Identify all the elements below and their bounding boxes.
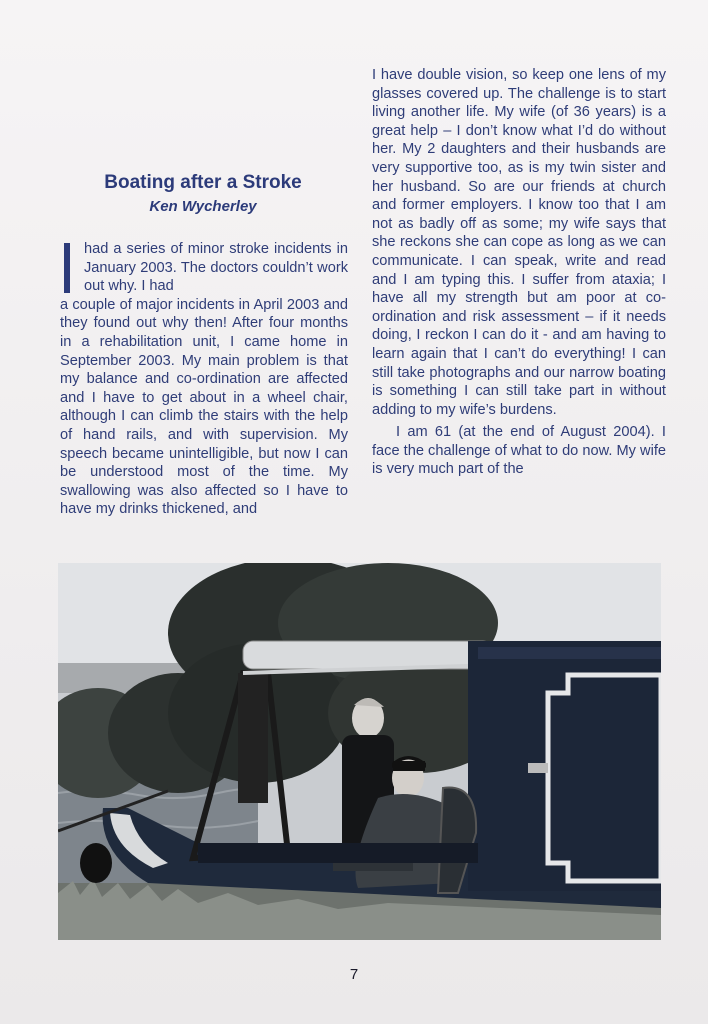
right-column [372,66,666,479]
photo-illustration [58,563,661,940]
left-column [60,240,348,519]
article-author: Ken Wycherley [149,198,257,215]
article-title: Boating after a Stroke [104,172,302,193]
page-number: 7 [349,966,359,983]
narrowboat-photo [58,563,661,940]
left-column-dropcap-text: had a series of minor stroke incidents in January 2003. The doctors couldn’t work out why. I had [84,241,348,295]
right-column-paragraph-1: I have double vision, so keep one lens of my glasses covered up. The challenge is to start living another life. My wife (of 36 years) is a great help – I don’t know what I’d do without her. My 2 daughters and their husbands are very supportive too, as is my twin sister and her husband. So are our friends at church and former employers. I know too that I am not as badly off as some; my wife says that she reckons she can cope as long as we can communicate. I can speak, write and read and I am typing this. I suffer from ataxia; I have all my strength but am poor at co-ordination and risk assessment – if it needs doing, I reckon I can do it - and am having to learn again that I can’t do everything! I can still take photographs and our narrow boating is something I can still take part in without adding to my wife’s burdens. [372,67,666,418]
right-column-paragraph-2: I am 61 (at the end of August 2004). I face the challenge of what to do now. My wife is very much part of the [372,424,666,478]
left-column-text: a couple of major incidents in April 2003 and they found out why then! After four months in a rehabilitation unit, I came home in September 2003. My main problem is that my balance and co-ordination are affected and I have to get about in a wheel chair, although I can climb the stairs with the help of hand rails, and with supervision. My speech became unintelligible, but now I can be understood most of the time. My swallowing was also affected so I have to have my drinks thickened, and [60,296,348,518]
